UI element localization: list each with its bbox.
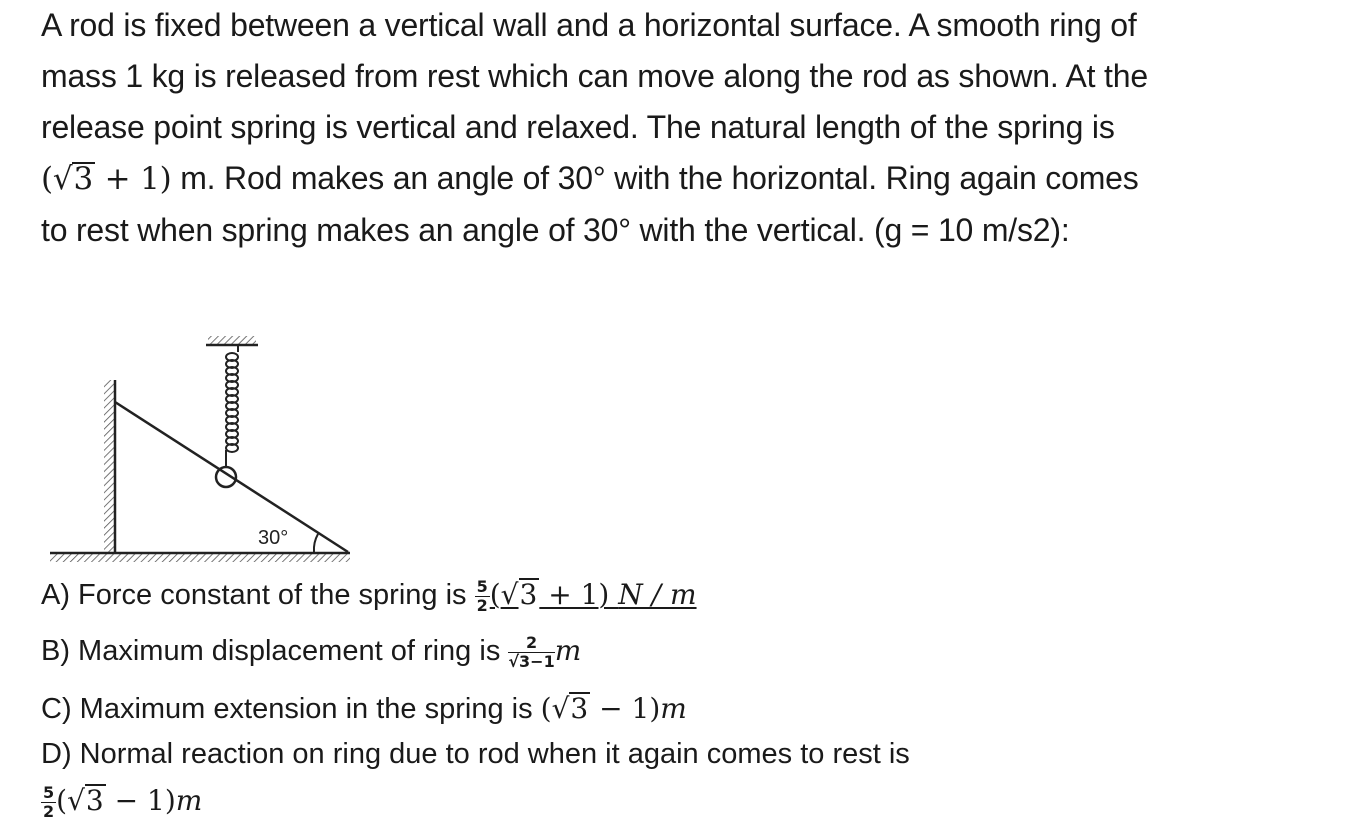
- option-b[interactable]: B) Maximum displacement of ring is $\frac{2}{√3-1}$ m: [41, 632, 582, 671]
- angle-arc: [314, 534, 318, 552]
- question-line-1: A rod is fixed between a vertical wall and a horizontal surface. A smooth ring of: [41, 7, 1137, 43]
- question-line-4-text: m. Rod makes an angle of 30° with the horizontal. Ring again comes: [171, 160, 1139, 196]
- option-a[interactable]: A) Force constant of the spring is $\frac{5}{2}$ (√3 + 1) N / m: [41, 576, 697, 615]
- question-text: [41, 0, 1331, 256]
- option-b-unit: m: [554, 634, 582, 667]
- ceiling-hatch: [208, 336, 256, 344]
- option-a-fraction: $\frac{5}{2}$: [476, 576, 488, 615]
- option-c-expression: (√3 − 1): [540, 692, 661, 725]
- wall-hatch: [104, 380, 114, 552]
- question-line-5: to rest when spring makes an angle of 30° with the vertical. (g = 10 m/s2):: [41, 212, 1070, 248]
- option-d-expression: (√3 − 1): [56, 784, 176, 817]
- option-b-fraction: $\frac{2}{√3-1}$: [508, 632, 555, 671]
- question-line-3: release point spring is vertical and relaxed. The natural length of the spring is: [41, 109, 1115, 145]
- option-d-fraction: $\frac{5}{2}$: [43, 782, 55, 821]
- option-d[interactable]: D) Normal reaction on ring due to rod when it again comes to rest is: [41, 738, 910, 770]
- option-a-expression: (√3 + 1) N / m: [489, 578, 697, 611]
- natural-length-expression: (√3 + 1): [41, 161, 172, 197]
- question-line-2: mass 1 kg is released from rest which can move along the rod as shown. At the: [41, 58, 1148, 94]
- spring: [226, 353, 238, 468]
- rod-spring-diagram: [40, 330, 360, 570]
- option-c[interactable]: C) Maximum extension in the spring is (√3 − 1)m: [41, 692, 687, 725]
- physics-diagram: [40, 330, 360, 570]
- option-d-answer: $\frac{5}{2}$ (√3 − 1)m: [43, 782, 203, 821]
- angle-label: 30°: [258, 527, 289, 549]
- question-line-4: [41, 153, 1331, 205]
- ground-hatch: [50, 554, 350, 562]
